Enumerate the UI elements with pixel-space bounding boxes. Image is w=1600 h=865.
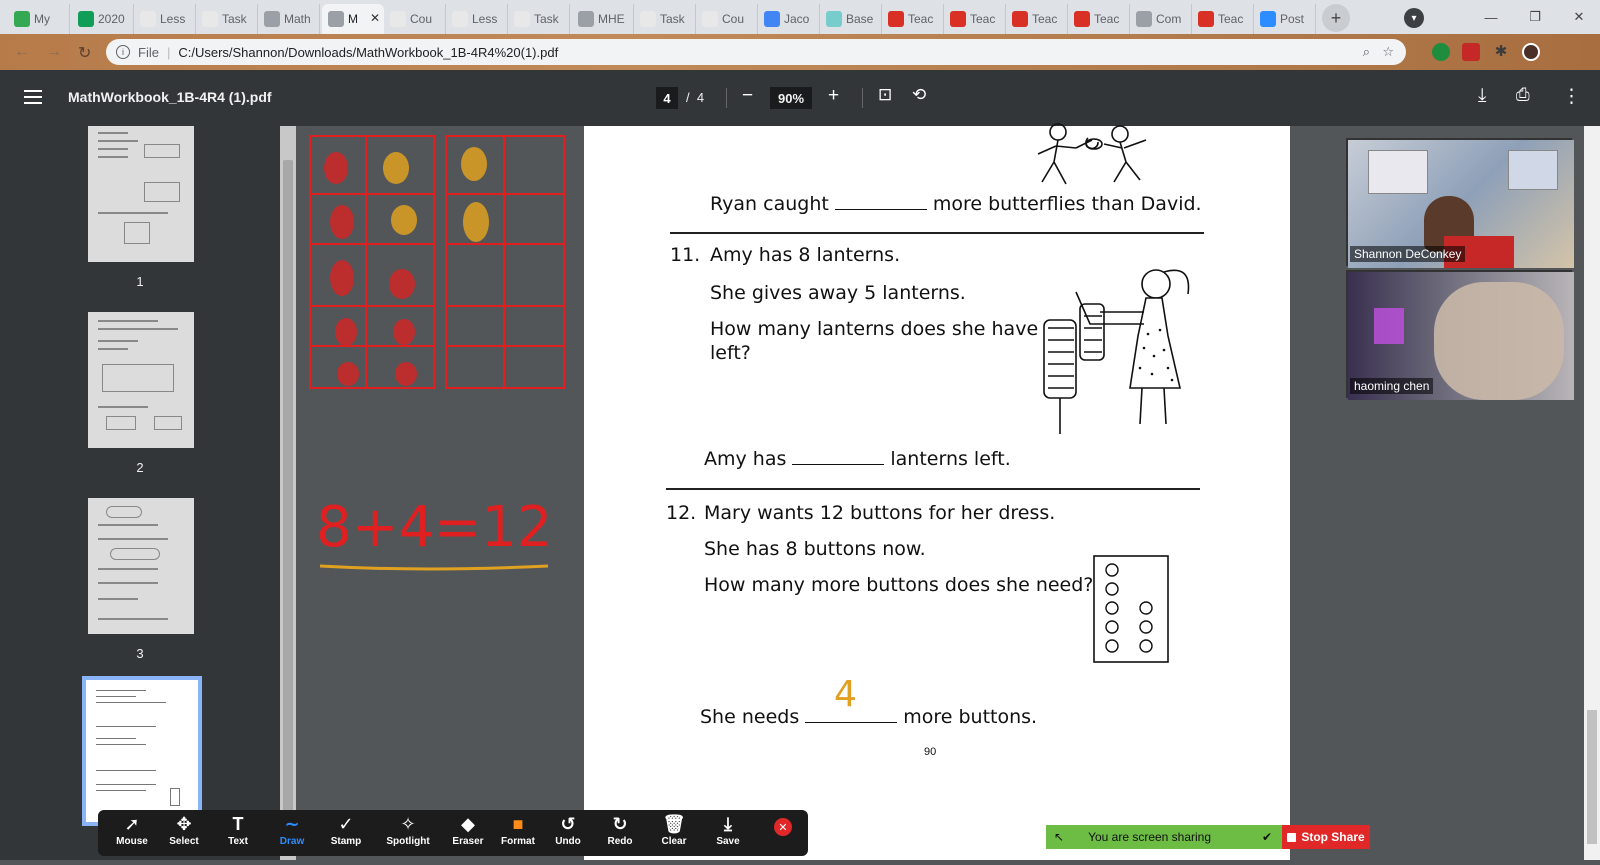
browser-tab[interactable] [1254, 4, 1316, 34]
tool-label: Select [169, 836, 199, 847]
bookmark-star-icon[interactable]: ☆ [1382, 44, 1394, 59]
browser-tab[interactable] [758, 4, 820, 34]
browser-tab-strip [0, 0, 1600, 34]
right-scrollbar[interactable] [1584, 126, 1600, 860]
thumbnail-label: 3 [136, 646, 144, 661]
menu-hamburger-icon[interactable] [24, 90, 42, 104]
equation-annotation: 8+4=12 [316, 495, 553, 560]
divider [670, 232, 1204, 234]
tool-label: Mouse [116, 836, 148, 847]
browser-tab[interactable] [196, 4, 258, 34]
minimize-button[interactable]: — [1484, 9, 1498, 25]
tpt-icon [1198, 11, 1214, 27]
omnibox[interactable] [106, 39, 1406, 65]
tool-label: Save [716, 836, 740, 847]
zoom-out-icon[interactable]: − [742, 85, 754, 106]
q12-number: 12. [666, 502, 697, 524]
buttons-card-illustration [1092, 554, 1172, 666]
tool-select-button[interactable] [158, 812, 210, 847]
globe-icon [1136, 11, 1152, 27]
browser-tab[interactable] [634, 4, 696, 34]
tab-close-icon[interactable]: ✕ [369, 11, 380, 25]
page-thumbnail-1[interactable] [88, 126, 194, 262]
q10-answer-line [710, 193, 1202, 215]
print-icon[interactable]: ⎙ [1516, 85, 1530, 104]
q10-answer-tail: more butterflies than David. [932, 193, 1202, 215]
page-thumbnail-2[interactable] [88, 312, 194, 448]
tab-label: Cou [410, 12, 433, 26]
tpt-icon [1074, 11, 1090, 27]
shield-check-icon: ✔ [1261, 830, 1272, 844]
tool-label: Stamp [330, 836, 362, 847]
lesson-icon [140, 11, 156, 27]
tool-undo-button[interactable] [542, 812, 594, 847]
course-icon [702, 11, 718, 27]
extension-green-icon[interactable] [1432, 43, 1450, 61]
pdf-toolbar [0, 70, 1600, 126]
red-dots [324, 152, 417, 386]
tool-clear-button[interactable] [648, 812, 700, 847]
drive-icon [14, 11, 30, 27]
q11-line2: She gives away 5 lanterns. [710, 282, 966, 304]
download-icon[interactable]: ⤓ [1478, 85, 1487, 106]
forward-icon[interactable]: → [46, 43, 62, 60]
page-thumbnail-4 [86, 680, 198, 822]
browser-tab[interactable] [882, 4, 944, 34]
tab-label: Task [222, 12, 247, 26]
tool-redo-button[interactable] [594, 812, 646, 847]
zoom-magnifier-icon[interactable]: ⌕ [1362, 44, 1370, 59]
tab-label: Less [472, 12, 498, 26]
q12-answer-line [700, 706, 1037, 728]
reload-icon[interactable]: ↻ [78, 45, 92, 62]
tool-label: Draw [279, 836, 305, 847]
profile-avatar[interactable] [1522, 43, 1540, 61]
tpt-icon [950, 11, 966, 27]
draw-icon: ∼ [284, 814, 300, 834]
lesson-icon [452, 11, 468, 27]
tab-label: Teac [1094, 12, 1120, 26]
task-icon [202, 11, 218, 27]
tpt-icon [888, 11, 904, 27]
zoom-in-icon[interactable]: + [828, 85, 840, 106]
trash-icon: 🗑 [662, 814, 686, 834]
close-window-button[interactable]: ✕ [1573, 9, 1585, 24]
page-separator: / [686, 90, 690, 105]
tool-label: Redo [607, 836, 633, 847]
q12-line1: Mary wants 12 buttons for her dress. [704, 502, 1056, 524]
tab-label: Teac [1218, 12, 1244, 26]
q12-line3: How many more buttons does she need? [704, 574, 1094, 596]
tool-save-button[interactable] [702, 812, 754, 847]
q11-answer-tail: lanterns left. [890, 448, 1011, 470]
browser-tab[interactable] [696, 4, 758, 34]
url-separator: | [166, 44, 171, 60]
tool-label: Text [228, 836, 248, 847]
address-toolbar [0, 34, 1600, 70]
more-options-icon[interactable]: ⋮ [1562, 86, 1581, 107]
mouse-pointer-icon: ➚ [124, 814, 140, 834]
tab-label: My [34, 12, 50, 26]
children-chasing-butterflies-illustration [1028, 126, 1168, 190]
q10-answer-lead: Ryan caught [710, 193, 829, 215]
tab-label: Teac [1032, 12, 1058, 26]
q12-answer-lead: She needs [700, 706, 800, 728]
q11-answer-lead: Amy has [704, 448, 787, 470]
annotation-drawing [296, 126, 584, 860]
toolbar-divider [726, 88, 727, 108]
q11-number: 11. [670, 244, 701, 266]
course-icon [390, 11, 406, 27]
globe-icon [328, 11, 344, 27]
stop-icon [1287, 833, 1296, 842]
stamp-check-icon: ✓ [338, 814, 354, 834]
tab-label: MHE [598, 12, 625, 26]
stop-share-button[interactable] [1282, 825, 1370, 849]
tab-search-icon[interactable]: ▾ [1404, 8, 1424, 28]
q11-line3b: left? [710, 342, 751, 364]
sharing-status-text: You are screen sharing [1088, 830, 1212, 844]
ublock-icon[interactable] [1462, 43, 1480, 61]
q12-blank[interactable] [805, 717, 897, 723]
browser-tab[interactable] [384, 4, 446, 34]
toolbar-divider [862, 88, 863, 108]
redo-icon: ↻ [612, 814, 628, 834]
select-move-icon: ✥ [176, 814, 192, 834]
browser-tab[interactable] [1192, 4, 1254, 34]
plus-doc-icon [78, 11, 94, 27]
q11-answer-line [704, 448, 1011, 470]
zoom-annotation-toolbar [98, 810, 808, 856]
tab-label: Cou [722, 12, 745, 26]
browser-tab[interactable] [1006, 4, 1068, 34]
globe-icon [264, 11, 280, 27]
browser-tab[interactable] [322, 4, 384, 34]
browser-tab[interactable] [258, 4, 320, 34]
tool-label: Format [501, 836, 535, 847]
tool-format-button[interactable] [492, 812, 544, 847]
zoom-level-input[interactable]: 90% [770, 87, 812, 109]
browser-tab[interactable] [446, 4, 508, 34]
task-icon [514, 11, 530, 27]
browser-tab[interactable] [944, 4, 1006, 34]
zoom-icon [1260, 11, 1276, 27]
browser-tab[interactable] [820, 4, 882, 34]
page-thumbnail-3[interactable] [88, 498, 194, 634]
url-text[interactable]: C:/Users/Shannon/Downloads/MathWorkbook_1B-4R4%20(1).pdf [178, 44, 559, 60]
task-icon [640, 11, 656, 27]
page-thumbnail-4-selected[interactable] [82, 676, 202, 826]
q12-line2: She has 8 buttons now. [704, 538, 926, 560]
restore-button[interactable]: ❐ [1529, 9, 1541, 24]
page-number-input[interactable]: 4 [656, 87, 678, 109]
girl-with-lanterns-illustration [1040, 264, 1210, 440]
bot-icon [826, 11, 842, 27]
drag-handle-icon[interactable]: ↖ [1054, 830, 1065, 844]
q11-line3a: How many lanterns does she have [710, 318, 1039, 340]
tab-label: Task [660, 12, 685, 26]
tool-mouse-button[interactable] [106, 812, 158, 847]
thumbnail-label: 1 [136, 274, 144, 289]
globe-icon [578, 11, 594, 27]
q12-answer-tail: more buttons. [903, 706, 1038, 728]
eraser-icon: ◆ [461, 814, 475, 834]
tab-label: Base [846, 12, 874, 26]
tool-draw-button[interactable] [266, 812, 318, 847]
page-total-count: 4 [696, 90, 705, 105]
orange-underline [320, 566, 548, 569]
tool-label: Clear [661, 836, 687, 847]
tab-label: Less [160, 12, 186, 26]
tpt-icon [1012, 11, 1028, 27]
tab-label: Com [1156, 12, 1182, 26]
tab-label: Task [534, 12, 559, 26]
browser-tab[interactable] [508, 4, 570, 34]
site-info-icon[interactable]: i [116, 45, 130, 59]
tool-eraser-button[interactable] [442, 812, 494, 847]
thumbnail-label: 2 [136, 460, 144, 475]
divider [666, 488, 1200, 490]
tab-label: Post [1280, 12, 1305, 26]
browser-tab[interactable] [72, 4, 134, 34]
tool-label: Spotlight [386, 836, 430, 847]
extensions-puzzle-icon[interactable]: ✱ [1494, 43, 1508, 60]
browser-tab[interactable] [134, 4, 196, 34]
format-color-icon: ■ [512, 814, 524, 834]
participant-name: haoming chen [1350, 378, 1433, 394]
tab-label: Math [284, 12, 311, 26]
pdf-page [584, 126, 1290, 860]
tab-label: 2020 [98, 12, 125, 26]
video-tile-shannon[interactable] [1346, 138, 1572, 266]
annotation-canvas-left [296, 126, 584, 860]
url-scheme: File [138, 44, 159, 60]
browser-tab[interactable] [8, 4, 70, 34]
tab-label: Teac [908, 12, 934, 26]
sharing-status[interactable] [1046, 825, 1282, 849]
right-scroll-thumb[interactable] [1587, 710, 1597, 844]
q11-line1: Amy has 8 lanterns. [710, 244, 901, 266]
left-scrollbar[interactable] [280, 126, 296, 860]
tool-label: Eraser [452, 836, 484, 847]
undo-icon: ↺ [560, 814, 576, 834]
save-icon: ⤓ [724, 814, 732, 834]
q11-blank[interactable] [792, 459, 884, 465]
q12-written-answer: 4 [834, 674, 857, 715]
new-tab-button[interactable]: + [1322, 4, 1350, 32]
tool-spotlight-button[interactable] [382, 812, 434, 847]
rotate-icon[interactable]: ⟲ [912, 85, 927, 104]
tab-label: Teac [970, 12, 996, 26]
back-icon[interactable]: ← [14, 43, 30, 60]
spotlight-wand-icon: ✧ [400, 814, 416, 834]
browser-tab[interactable] [572, 4, 634, 34]
tab-label: M [348, 12, 358, 26]
text-icon: T [232, 814, 244, 834]
q10-blank[interactable] [835, 204, 927, 210]
tool-label: Undo [555, 836, 581, 847]
tool-stamp-button[interactable] [320, 812, 372, 847]
screen-share-bar [1046, 825, 1370, 849]
stop-share-label: Stop Share [1301, 830, 1365, 844]
video-tile-haoming[interactable] [1346, 270, 1572, 398]
browser-tab[interactable] [1068, 4, 1130, 34]
left-scroll-thumb[interactable] [283, 160, 293, 850]
pdf-title: MathWorkbook_1B-4R4 (1).pdf [68, 89, 272, 105]
page-number: 90 [924, 746, 937, 758]
page-total [686, 90, 704, 105]
close-toolbar-icon[interactable]: ✕ [774, 818, 792, 836]
browser-tab[interactable] [1130, 4, 1192, 34]
tool-text-button[interactable] [212, 812, 264, 847]
fit-page-icon[interactable]: ⊡ [878, 85, 893, 104]
participant-name: Shannon DeConkey [1350, 246, 1465, 262]
docs-icon [764, 11, 780, 27]
red-grid [310, 136, 564, 388]
tab-label: Jaco [784, 12, 810, 26]
